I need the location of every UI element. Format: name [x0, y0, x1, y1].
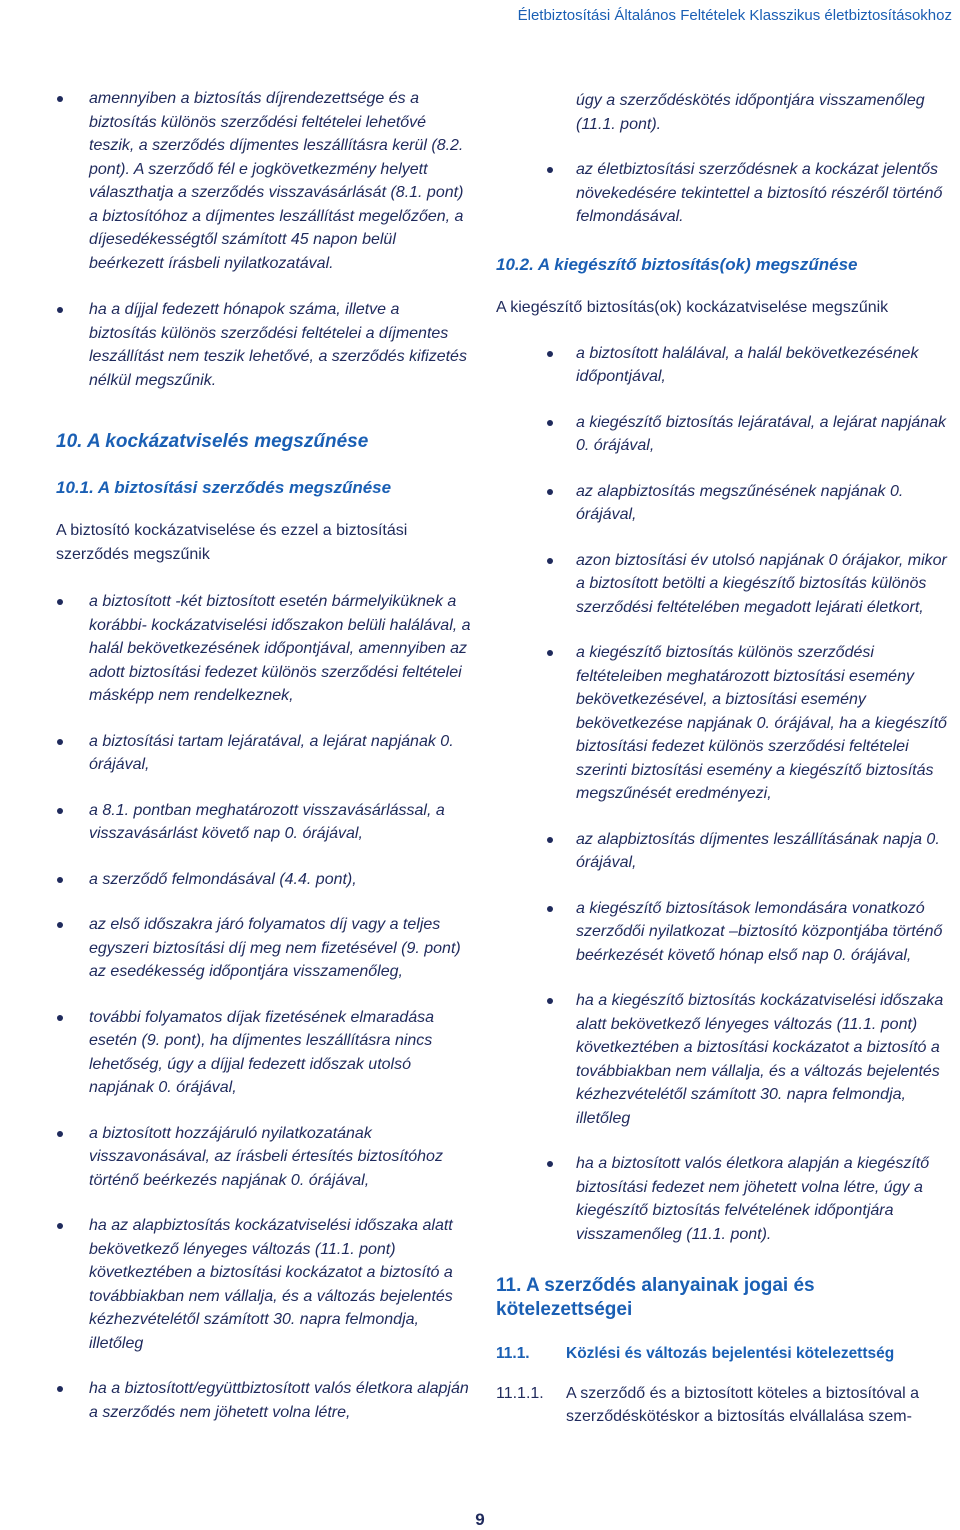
left-column — [56, 87, 471, 1424]
supplementary-termination-list — [496, 342, 956, 1247]
list-item: ha a biztosított/együttbiztosított valós életkora alapján a szerződés nem jöhetett volna létre, — [56, 1377, 471, 1424]
bullet-icon — [547, 998, 553, 1004]
bullet-icon — [547, 837, 553, 843]
list-item: az alapbiztosítás megszűnésének napjának 0. órájával, — [496, 480, 956, 527]
bullet-icon — [57, 808, 63, 814]
termination-list — [56, 590, 471, 1424]
list-item: az alapbiztosítás díjmentes leszállításának napja 0. órájával, — [496, 828, 956, 875]
list-item: a kiegészítő biztosítások lemondására vonatkozó szerződői nyilatkozat –biztosító központjába történő beérkezését követő hónap első nap 0. órájával, — [496, 897, 956, 968]
bullet-icon — [547, 489, 553, 495]
list-item: az első időszakra járó folyamatos díj vagy a teljes egyszeri biztosítási díj meg nem fizetésével (9. pont) az esedékesség időpontjára visszamenőleg, — [56, 913, 471, 984]
continued-text: úgy a szerződéskötés időpontjára visszamenőleg (11.1. pont). — [576, 92, 925, 133]
list-item: ha a biztosított valós életkora alapján a kiegészítő biztosítási fedezet nem jöhetett volna létre, úgy a kiegészítő biztosítás felvételének időpontjára visszamenőleg (11.1. pont). — [496, 1152, 956, 1246]
bullet-icon — [57, 96, 63, 102]
list-item: ha az alapbiztosítás kockázatviselési időszaka alatt bekövetkező lényeges változás (11.1. pont) következtében a biztosítási kockázatot a biztosító a továbbiakban nem vállalja, és a változás bejelentés kézhezvételétől számított 30. napra felmondja, illetőleg — [56, 1214, 471, 1355]
section-heading-10-1: 10.1. A biztosítási szerződés megszűnése — [56, 477, 392, 497]
list-item: az életbiztosítási szerződésnek a kockázat jelentős növekedésére tekintettel a biztosító részéről történő felmondásával. — [496, 158, 956, 229]
section-heading-11-1: 11.1. Közlési és változás bejelentési kötelezettség — [496, 1345, 895, 1362]
bullet-icon — [57, 1131, 63, 1137]
bullet-icon — [547, 906, 553, 912]
bullet-icon — [547, 420, 553, 426]
paragraph-11-1-1: 11.1.1. A szerződő és a biztosított köteles a biztosítóval a szerződéskötéskor a biztosítás elvállalása szem- — [496, 1384, 920, 1425]
bullet-icon — [57, 1015, 63, 1021]
list-item: amennyiben a biztosítás díjrendezettsége és a biztosítás különös szerződési feltételei lehetővé teszik, a szerződés díjmentes leszállításra kerül (8.2. pont). A szerződő fél e jogkövetkezmény helyett választhatja a szerződés visszavásárlását (8.1. pont) a biztosítóhoz a díjmentes leszállítást megelőzően, a díjesedékességtől számított 45 napon belül beérkezett írásbeli nyilatkozatával. — [56, 87, 471, 275]
page-number: 9 — [475, 1510, 485, 1529]
bullet-icon — [547, 351, 553, 357]
list-item: a biztosított hozzájáruló nyilatkozatának visszavonásával, az írásbeli értesítés biztosítóhoz történő beérkezés napjának 0. órájával, — [56, 1122, 471, 1193]
section-heading-10-2: 10.2. A kiegészítő biztosítás(ok) megszűnése — [496, 254, 858, 274]
bullet-icon — [57, 739, 63, 745]
list-item: ha a kiegészítő biztosítás kockázatviselési időszaka alatt bekövetkező lényeges változás (11.1. pont) következtében a biztosítási kockázatot a biztosító a továbbiakban nem vállalja, és a változás bejelentés kézhezvételétől számított 30. napra felmondja, illetőleg — [496, 989, 956, 1130]
section-intro: A kiegészítő biztosítás(ok) kockázatviselése megszűnik — [496, 299, 889, 316]
list-item: a kiegészítő biztosítás lejáratával, a lejárat napjának 0. órájával, — [496, 411, 956, 458]
list-item: a biztosított -két biztosított esetén bármelyiküknek a korábbi- kockázatviselési időszakon belüli halálával, a halál bekövetkezésének időpontjával, amennyiben az adott biztosítási fedezet különös szerződési feltételei másképp nem rendelkeznek, — [56, 590, 471, 708]
bullet-icon — [547, 1161, 553, 1167]
section-intro: A biztosító kockázatviselése és ezzel a biztosítási szerződés megszűnik — [56, 522, 408, 563]
section-heading-10: 10. A kockázatviselés megszűnése — [56, 431, 369, 452]
bullet-icon — [57, 922, 63, 928]
bullet-icon — [547, 650, 553, 656]
list-item: a szerződő felmondásával (4.4. pont), — [56, 868, 471, 892]
section-heading-11: 11. A szerződés alanyainak jogai és kötelezettségei — [496, 1275, 815, 1320]
running-header: Életbiztosítási Általános Feltételek Klasszikus életbiztosításokhoz — [517, 7, 952, 24]
bullet-icon — [57, 599, 63, 605]
list-item: a 8.1. pontban meghatározott visszavásárlással, a visszavásárlást követő nap 0. órájával, — [56, 799, 471, 846]
bullet-icon — [57, 1223, 63, 1229]
list-item: azon biztosítási év utolsó napjának 0 órájakor, mikor a biztosított betölti a kiegészítő biztosítás különös szerződési feltételében megadott lejárati életkort, — [496, 549, 956, 620]
list-item: ha a díjjal fedezett hónapok száma, illetve a biztosítás különös szerződési feltételei a díjmentes leszállítást nem teszik lehetővé, a szerződés kifizetés nélkül megszűnik. — [56, 298, 471, 392]
bullet-icon — [547, 167, 553, 173]
right-column — [496, 89, 956, 1429]
bullet-icon — [57, 1386, 63, 1392]
list-item: a biztosítási tartam lejáratával, a lejárat napjának 0. órájával, — [56, 730, 471, 777]
bullet-icon — [57, 877, 63, 883]
bullet-icon — [57, 307, 63, 313]
list-item: a biztosított halálával, a halál bekövetkezésének időpontjával, — [496, 342, 956, 389]
bullet-icon — [547, 558, 553, 564]
list-item: a kiegészítő biztosítás különös szerződési feltételeiben meghatározott biztosítási esemény bekövetkezésével, a biztosítási esemény bekövetkezése napjának 0. órájával, ha a kiegészítő biztosítási fedezet különös szerződési feltételei szerinti biztosítási esemény a kiegészítő biztosítás megszűnését eredményezi, — [496, 641, 956, 806]
list-item: további folyamatos díjak fizetésének elmaradása esetén (9. pont), ha díjmentes leszállításra nincs lehetőség, úgy a díjjal fedezett időszak utolsó napjának 0. órájával, — [56, 1006, 471, 1100]
